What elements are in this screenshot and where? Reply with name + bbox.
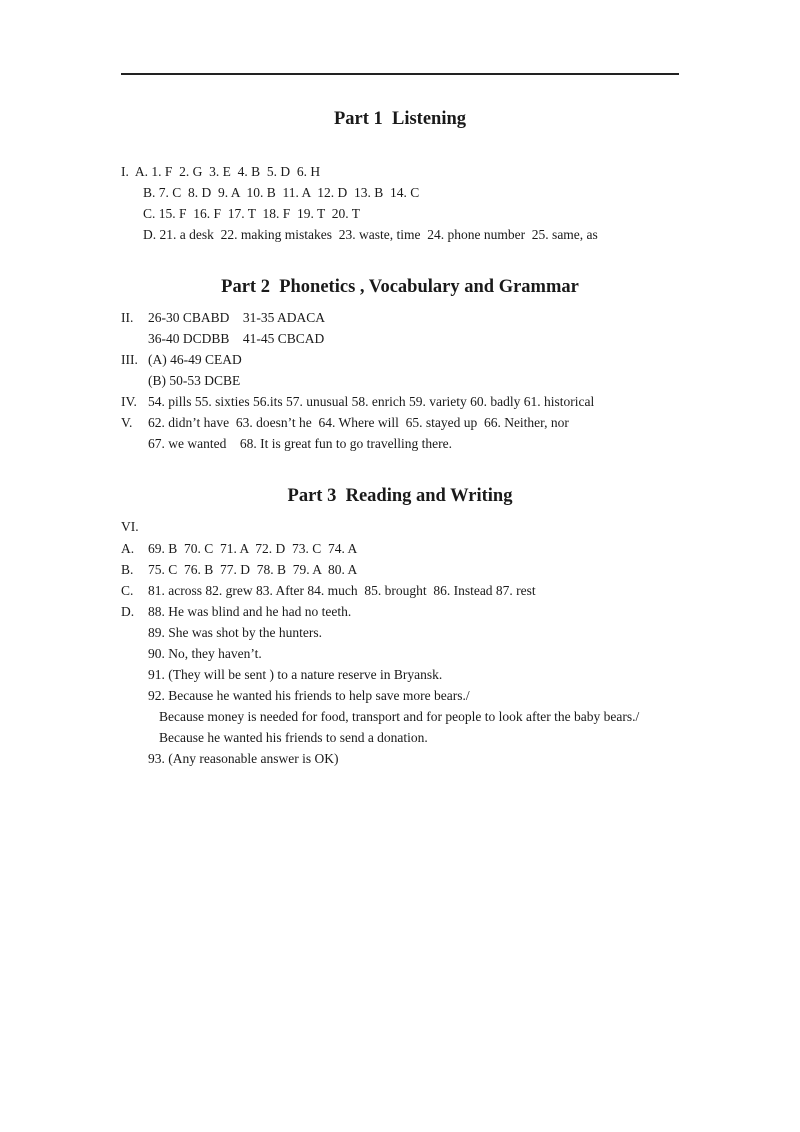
part2-heading: Part 2 Phonetics , Vocabulary and Grammar bbox=[221, 277, 579, 297]
section-iii-line1: (A) 46-49 CEAD bbox=[148, 352, 242, 367]
section-d-label: D. bbox=[121, 604, 135, 619]
section-iv-label: IV. bbox=[121, 394, 137, 409]
part1-line-a: I. A. 1. F 2. G 3. E 4. B 5. D 6. H bbox=[121, 164, 321, 179]
part1-line-d: D. 21. a desk 22. making mistakes 23. waste, time 24. phone number 25. same, as bbox=[143, 227, 598, 242]
section-c-label: C. bbox=[121, 583, 134, 598]
answer-92-line1: 92. Because he wanted his friends to help save more bears./ bbox=[148, 688, 470, 703]
answer-92-line2: Because money is needed for food, transport and for people to look after the baby bears./ bbox=[159, 709, 640, 724]
answer-93: 93. (Any reasonable answer is OK) bbox=[148, 751, 339, 766]
section-iii-line2: (B) 50-53 DCBE bbox=[148, 373, 241, 388]
section-c-line: 81. across 82. grew 83. After 84. much 85. brought 86. Instead 87. rest bbox=[148, 583, 536, 598]
section-iii-label: III. bbox=[121, 352, 138, 367]
answer-89: 89. She was shot by the hunters. bbox=[148, 625, 322, 640]
answer-88: 88. He was blind and he had no teeth. bbox=[148, 604, 352, 619]
part1-heading: Part 1 Listening bbox=[333, 109, 467, 129]
header-rule bbox=[121, 73, 679, 75]
section-a-label: A. bbox=[121, 541, 135, 556]
answer-91: 91. (They will be sent ) to a nature reserve in Bryansk. bbox=[148, 667, 443, 682]
section-v-line2: 67. we wanted 68. It is great fun to go travelling there. bbox=[148, 436, 453, 451]
answer-92-line3: Because he wanted his friends to send a donation. bbox=[159, 730, 428, 745]
part3-heading: Part 3 Reading and Writing bbox=[287, 486, 513, 506]
answer-90: 90. No, they haven’t. bbox=[148, 646, 262, 661]
part1-line-b: B. 7. C 8. D 9. A 10. B 11. A 12. D 13. B 14. C bbox=[143, 185, 420, 200]
section-v-label: V. bbox=[121, 415, 133, 430]
section-b-line: 75. C 76. B 77. D 78. B 79. A 80. A bbox=[148, 562, 358, 577]
section-iv-line: 54. pills 55. sixties 56.its 57. unusual 58. enrich 59. variety 60. badly 61. historical bbox=[148, 394, 595, 409]
section-b-label: B. bbox=[121, 562, 134, 577]
section-ii-label: II. bbox=[121, 310, 134, 325]
section-ii-line2: 36-40 DCDBB 41-45 CBCAD bbox=[148, 331, 325, 346]
section-a-line: 69. B 70. C 71. A 72. D 73. C 74. A bbox=[148, 541, 358, 556]
section-v-line1: 62. didn’t have 63. doesn’t he 64. Where will 65. stayed up 66. Neither, nor bbox=[148, 415, 569, 430]
part1-line-c: C. 15. F 16. F 17. T 18. F 19. T 20. T bbox=[143, 206, 361, 221]
section-vi-label: VI. bbox=[121, 519, 139, 534]
section-ii-line1: 26-30 CBABD 31-35 ADACA bbox=[148, 310, 326, 325]
